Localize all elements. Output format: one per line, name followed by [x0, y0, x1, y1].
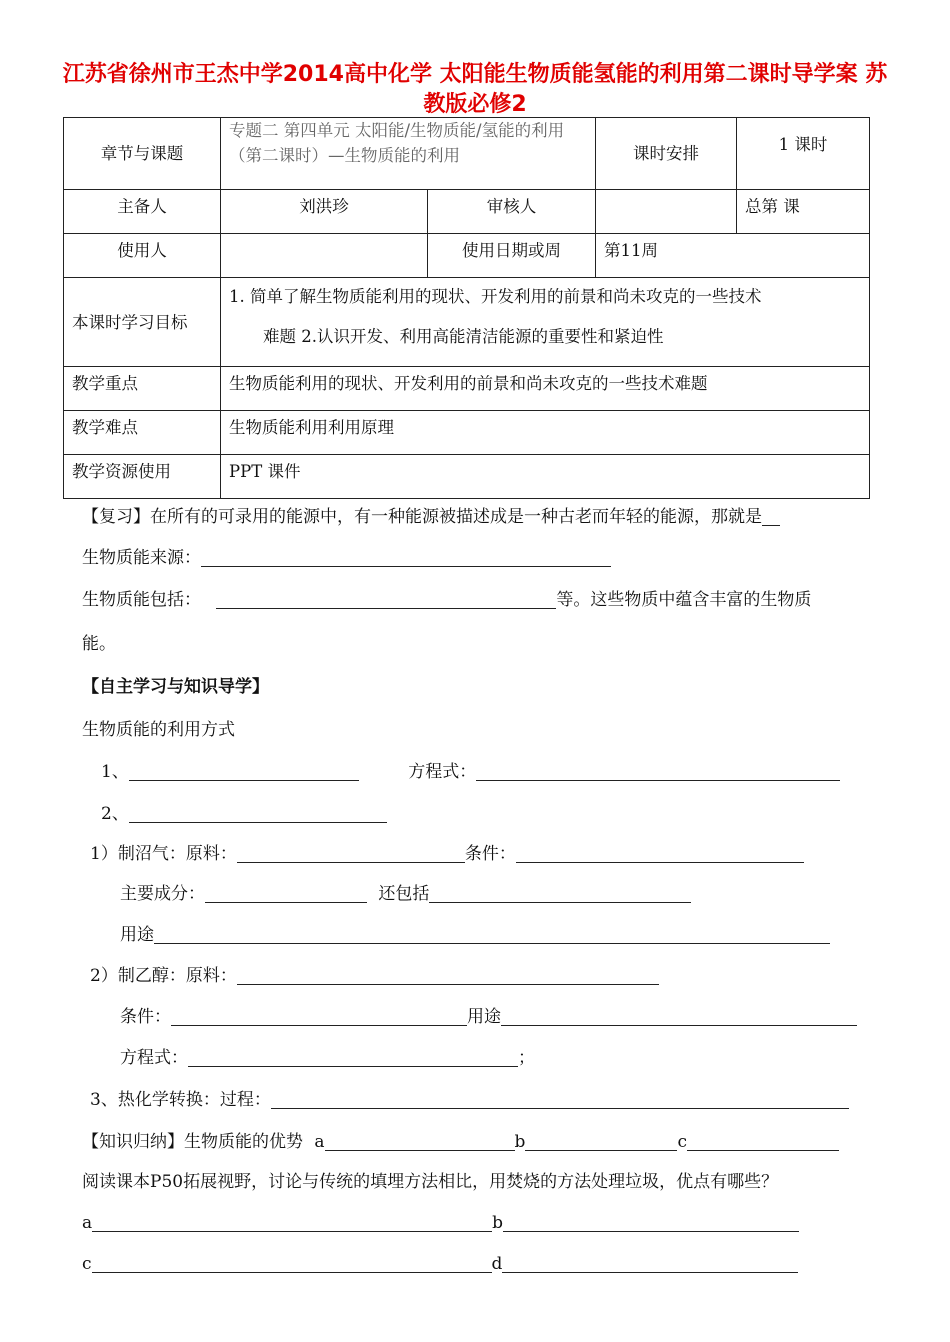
- item-1-label: 1、: [101, 762, 129, 782]
- biogas-composition-line: [120, 882, 691, 906]
- chapter-value: 专题二 第四单元 太阳能/生物质能/氢能的利用（第二课时）—生物质能的利用: [221, 118, 596, 190]
- biogas-label: 1）制沼气：原料：: [90, 844, 237, 864]
- ethanol-use-label: 用途: [467, 1007, 501, 1027]
- biogas-use-label: 用途: [120, 925, 154, 945]
- item-3-line: [90, 1088, 849, 1112]
- ethanol-material-blank[interactable]: [237, 966, 659, 985]
- total-label: 总第 课: [737, 190, 870, 234]
- main-comp-blank[interactable]: [205, 884, 367, 903]
- blank[interactable]: [762, 507, 780, 526]
- ethanol-label: 2）制乙醇：原料：: [90, 966, 237, 986]
- item-2-blank[interactable]: [129, 804, 387, 823]
- biogas-material-blank[interactable]: [237, 844, 465, 863]
- ethanol-equation-line: [120, 1046, 535, 1070]
- reading-question: 阅读课本P50拓展视野，讨论与传统的填埋方法相比，用焚烧的方法处理垃圾，优点有哪些？: [82, 1172, 779, 1192]
- reviewer-label: 审核人: [428, 190, 596, 234]
- item-3-blank[interactable]: [271, 1090, 849, 1109]
- biogas-condition-label: 条件：: [464, 844, 516, 864]
- summary-line: [82, 1130, 839, 1154]
- period-label: 课时安排: [596, 118, 737, 190]
- source-label: 生物质能来源：: [82, 548, 201, 568]
- goal-line-1: 1. 简单了解生物质能利用的现状、开发利用的前景和尚未攻克的一些技术: [229, 287, 762, 306]
- ethanol-use-blank[interactable]: [501, 1007, 857, 1026]
- user-label: 使用人: [64, 234, 221, 278]
- reading-a-blank[interactable]: [92, 1213, 492, 1232]
- review-line-1: [82, 505, 780, 529]
- source-blank[interactable]: [201, 548, 611, 567]
- equation-label: 方程式：: [408, 762, 477, 782]
- self-study-subheading: 生物质能的利用方式: [82, 720, 235, 740]
- review-text: 【复习】在所有的可录用的能源中，有一种能源被描述成是一种古老而年轻的能源，那就是: [82, 507, 762, 527]
- biogas-condition-blank[interactable]: [516, 844, 804, 863]
- review-include-line: [82, 588, 811, 612]
- include-label: 生物质能包括：: [82, 590, 201, 610]
- preparer-value: 刘洪珍: [221, 190, 428, 234]
- summary-label: 【知识归纳】生物质能的优势: [82, 1132, 303, 1152]
- ethanol-condition-label: 条件：: [120, 1007, 171, 1027]
- focus-value: 生物质能利用的现状、开发利用的前景和尚未攻克的一些技术难题: [221, 367, 870, 411]
- summary-a: a: [314, 1132, 325, 1152]
- summary-a-blank[interactable]: [325, 1132, 515, 1151]
- reading-a: a: [82, 1213, 93, 1233]
- difficulty-label: 教学难点: [64, 411, 221, 455]
- period-value: 1 课时: [737, 118, 870, 190]
- goal-value: [221, 278, 870, 367]
- equation-blank[interactable]: [476, 762, 840, 781]
- main-comp-label: 主要成分：: [120, 884, 205, 904]
- lesson-info-table: [63, 117, 870, 499]
- document-title: 江苏省徐州市王杰中学2014高中化学 太阳能生物质能氢能的利用第二课时导学案 苏教版必修2: [62, 62, 888, 117]
- reading-b: b: [492, 1213, 504, 1233]
- item-2-label: 2、: [101, 804, 129, 824]
- biogas-use-blank[interactable]: [154, 925, 830, 944]
- summary-c: c: [677, 1132, 687, 1152]
- ethanol-condition-line: [120, 1005, 857, 1029]
- ethanol-line: [90, 964, 659, 988]
- summary-b: b: [514, 1132, 526, 1152]
- chapter-label: 章节与课题: [64, 118, 221, 190]
- reading-d: d: [491, 1254, 503, 1274]
- reading-cd-line: [82, 1252, 798, 1276]
- include-blank[interactable]: [216, 590, 556, 609]
- summary-b-blank[interactable]: [525, 1132, 677, 1151]
- biogas-line: [90, 842, 804, 866]
- review-source-line: [82, 546, 611, 570]
- also-label: 还包括: [378, 884, 430, 904]
- reading-b-blank[interactable]: [503, 1213, 799, 1232]
- item-3-label: 3、热化学转换：过程：: [90, 1090, 271, 1110]
- user-value: [221, 234, 428, 278]
- self-study-heading: 【自主学习与知识导学】: [82, 677, 269, 697]
- semicolon: ；: [518, 1048, 535, 1068]
- ethanol-eq-label: 方程式：: [120, 1048, 188, 1068]
- summary-c-blank[interactable]: [687, 1132, 839, 1151]
- include-suffix: 等。这些物质中蕴含丰富的生物质: [556, 590, 812, 610]
- reading-d-blank[interactable]: [502, 1254, 798, 1273]
- ethanol-eq-blank[interactable]: [188, 1048, 518, 1067]
- goal-label: 本课时学习目标: [64, 278, 221, 367]
- ethanol-condition-blank[interactable]: [171, 1007, 467, 1026]
- also-blank[interactable]: [429, 884, 691, 903]
- preparer-label: 主备人: [64, 190, 221, 234]
- include-end: 能。: [82, 634, 116, 654]
- focus-label: 教学重点: [64, 367, 221, 411]
- biogas-use-line: [120, 923, 830, 947]
- date-label: 使用日期或周: [428, 234, 596, 278]
- date-value: 第11周: [596, 234, 870, 278]
- reading-c: c: [82, 1254, 92, 1274]
- goal-line-2: 难题 2.认识开发、利用高能清洁能源的重要性和紧迫性: [263, 327, 664, 346]
- resource-label: 教学资源使用: [64, 455, 221, 499]
- item-1-blank[interactable]: [129, 762, 359, 781]
- reading-c-blank[interactable]: [92, 1254, 492, 1273]
- item-1-line: [101, 760, 840, 784]
- difficulty-value: 生物质能利用利用原理: [221, 411, 870, 455]
- reviewer-value: [596, 190, 737, 234]
- reading-ab-line: [82, 1211, 799, 1235]
- resource-value: PPT 课件: [221, 455, 870, 499]
- item-2-line: [101, 802, 387, 826]
